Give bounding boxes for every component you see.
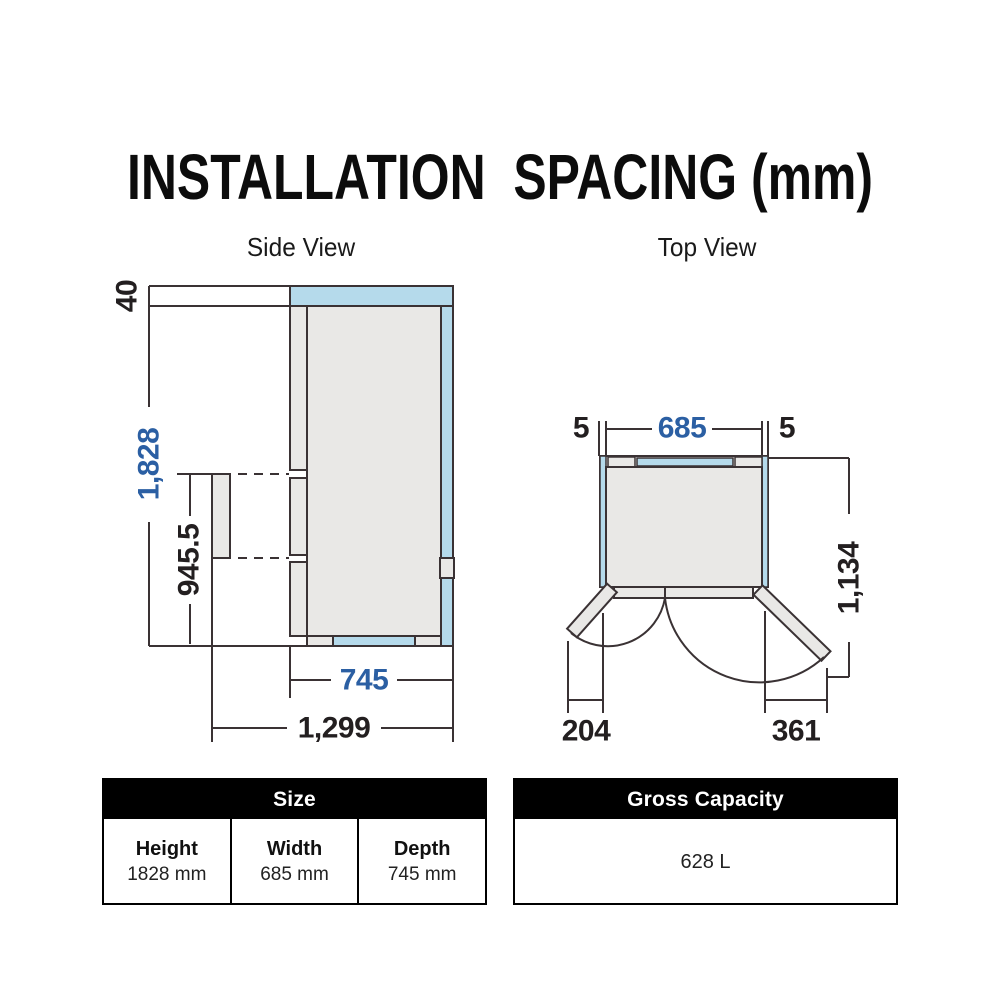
size-height-value: 1828 mm bbox=[127, 864, 207, 885]
side-rear-clearance-strip bbox=[441, 306, 453, 646]
top-rear-left-block bbox=[608, 457, 635, 467]
side-top-clearance-strip bbox=[290, 286, 453, 306]
capacity-table-header: Gross Capacity bbox=[515, 780, 896, 819]
top-front-band bbox=[614, 587, 753, 598]
side-front-foot bbox=[307, 636, 333, 646]
side-bottom-clearance-strip bbox=[333, 636, 415, 646]
top-view-label: Top View bbox=[657, 232, 757, 262]
dim-side-total-depth: 1,299 bbox=[297, 711, 371, 745]
side-door-panel bbox=[290, 306, 307, 470]
top-rear-clearance-strip bbox=[637, 458, 733, 466]
page-title: INSTALLATION SPACING (mm) bbox=[127, 141, 873, 213]
size-height-label: Height bbox=[135, 838, 198, 860]
side-view-label: Side View bbox=[246, 232, 356, 262]
top-fridge-body bbox=[606, 467, 762, 587]
dim-top-left-clearance: 5 bbox=[572, 411, 590, 445]
size-table bbox=[102, 778, 487, 905]
size-width-label: Width bbox=[266, 838, 323, 860]
top-view-diagram bbox=[562, 412, 866, 748]
dim-side-depth: 745 bbox=[339, 663, 389, 697]
dim-top-total-depth-open: 1,134 bbox=[832, 541, 866, 615]
top-left-door-open bbox=[567, 584, 617, 638]
size-depth-label: Depth bbox=[393, 838, 451, 860]
dim-top-width: 685 bbox=[657, 411, 707, 445]
side-view-diagram bbox=[111, 280, 455, 745]
side-drawer-panel-lower bbox=[290, 562, 307, 636]
size-width-value: 685 mm bbox=[260, 864, 329, 885]
dim-top-right-clearance: 5 bbox=[778, 411, 796, 445]
size-depth-value: 745 mm bbox=[387, 864, 457, 885]
size-cell-depth bbox=[359, 819, 485, 905]
size-cell-width bbox=[232, 819, 360, 905]
size-cell-height bbox=[104, 819, 232, 905]
dim-side-door-open-height: 945.5 bbox=[172, 523, 206, 597]
dim-top-left-door: 204 bbox=[561, 714, 611, 748]
gross-capacity-table bbox=[513, 778, 898, 905]
dim-side-top-clearance: 40 bbox=[110, 279, 144, 313]
side-drawer-panel-upper bbox=[290, 478, 307, 555]
capacity-value: 628 L bbox=[680, 850, 731, 873]
dim-top-right-door: 361 bbox=[771, 714, 821, 748]
side-fridge-body bbox=[307, 306, 441, 636]
size-table-header: Size bbox=[104, 780, 485, 819]
dim-side-height: 1,828 bbox=[132, 427, 166, 501]
side-rear-block bbox=[440, 558, 454, 578]
side-open-door-bar bbox=[212, 474, 230, 558]
side-rear-foot bbox=[415, 636, 441, 646]
top-rear-right-block bbox=[735, 457, 762, 467]
